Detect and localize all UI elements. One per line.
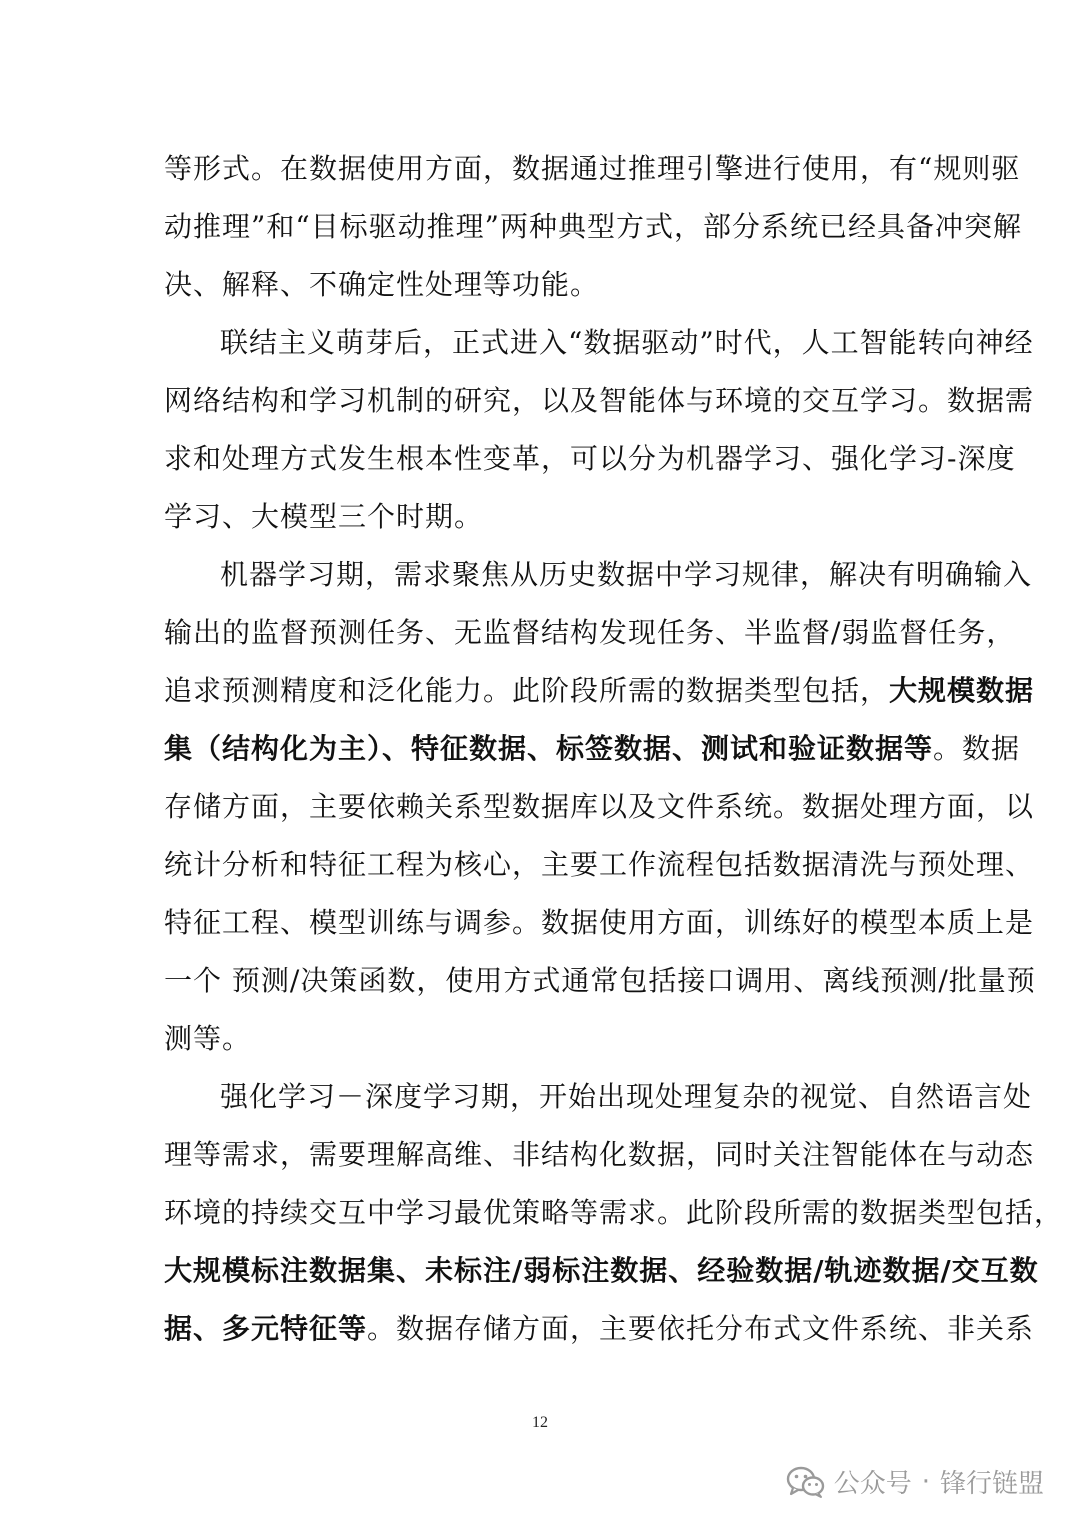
text-line [164,720,1021,778]
text-line [164,488,920,546]
page-number: 12 [532,1414,548,1431]
text-segment: 。数据存储方面，主要依托分布式文件系统、非关系 [367,1312,1035,1345]
watermark [786,1463,1044,1500]
text-segment: 网络结构和学习机制的研究，以及智能体与环境的交互学习。数据需 [164,384,1035,417]
body-text [164,140,1064,1358]
bold-text-segment: 大规模标注数据集、未标注/弱标注数据、经验数据/轨迹数据/交互数 [164,1254,1039,1287]
bold-text-segment: 集（结构化为主）、特征数据、标签数据、测试和验证数据等 [164,732,934,765]
paragraph-first-line [164,314,1034,372]
watermark-separator: · [921,1466,930,1497]
text-line [164,952,1036,1010]
text-segment: 决、解释、不确定性处理等功能。 [164,268,600,301]
text-segment: 特征工程、模型训练与调参。数据使用方面，训练好的模型本质上是 [164,906,1035,939]
text-segment: 强化学习－深度学习期，开始出现处理复杂的视觉、自然语言处 [220,1080,1033,1113]
text-line [164,778,1035,836]
text-line [164,198,1022,256]
text-segment: 求和处理方式发生根本性变革，可以分为机器学习、强化学习-深度 [164,442,1016,475]
text-line [164,894,1035,952]
text-segment: 联结主义萌芽后，正式进入“数据驱动”时代，人工智能转向神经 [220,326,1034,359]
text-segment: 存储方面，主要依赖关系型数据库以及文件系统。数据处理方面，以 [164,790,1035,823]
text-line [164,372,1035,430]
text-line [164,662,1035,720]
text-segment: 环境的持续交互中学习最优策略等需求。此阶段所需的数据类型包括， [164,1196,1064,1229]
text-line [164,1010,920,1068]
text-segment: 追求预测精度和泛化能力。此阶段所需的数据类型包括， [164,674,890,707]
text-segment: 测等。 [164,1022,252,1055]
text-segment: 输出的监督预测任务、无监督结构发现任务、半监督/弱监督任务， [164,616,1016,649]
paragraph-first-line [164,1068,1033,1126]
watermark-platform: 公众号 [833,1469,912,1499]
text-segment: 等形式。在数据使用方面，数据通过推理引擎进行使用，有“规则驱 [164,152,1021,185]
text-line [164,1300,1035,1358]
paragraph-first-line [164,546,1033,604]
text-line [164,140,1021,198]
wechat-icon [786,1465,826,1499]
bold-text-segment: 据、多元特征等 [164,1312,368,1345]
text-segment: 统计分析和特征工程为核心，主要工作流程包括数据清洗与预处理、 [164,848,1035,881]
text-segment: 一个 预测/决策函数，使用方式通常包括接口调用、离线预测/批量预 [164,964,1036,997]
text-segment: 动推理”和“目标驱动推理”两种典型方式，部分系统已经具备冲突解 [164,210,1022,243]
text-segment: 学习、大模型三个时期。 [164,500,484,533]
text-line [164,604,1016,662]
text-line [164,1242,1039,1300]
text-line [164,256,920,314]
text-segment: 机器学习期，需求聚焦从历史数据中学习规律，解决有明确输入 [220,558,1033,591]
text-line [164,1126,1035,1184]
watermark-account: 锋行链盟 [939,1469,1044,1499]
text-line [164,836,1035,894]
bold-text-segment: 大规模数据 [889,674,1035,707]
text-line [164,1184,1064,1242]
text-segment: 。数据 [933,732,1021,765]
text-segment: 理等需求，需要理解高维、非结构化数据，同时关注智能体在与动态 [164,1138,1035,1171]
text-line [164,430,1016,488]
